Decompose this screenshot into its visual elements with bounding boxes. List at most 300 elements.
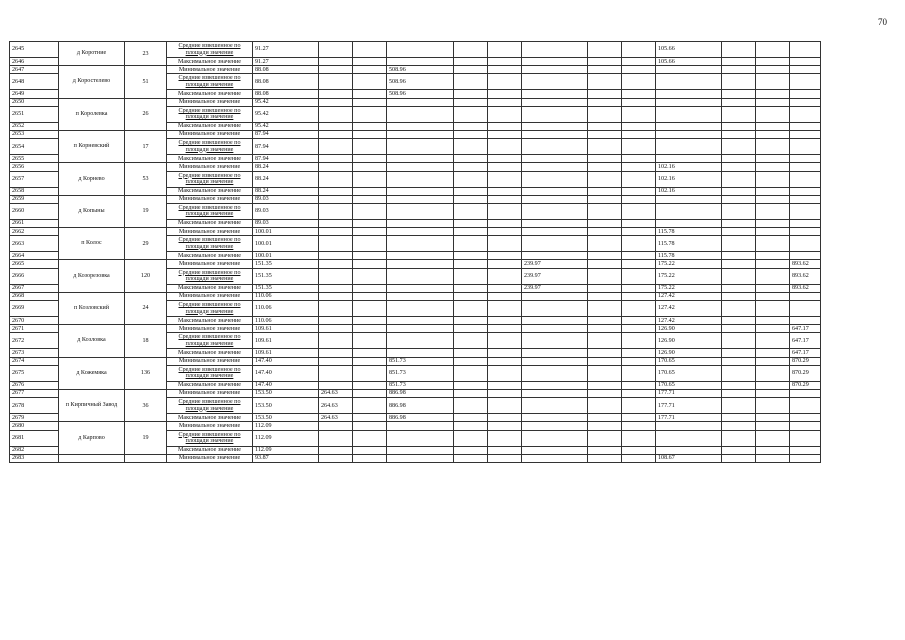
value-cell bbox=[588, 365, 622, 381]
value-cell: 239.97 bbox=[522, 268, 588, 284]
value-cell bbox=[387, 252, 454, 260]
value-type: Средние взвешенное по площади значение bbox=[167, 171, 253, 187]
value-cell bbox=[790, 171, 821, 187]
value-cell: 89.03 bbox=[253, 219, 319, 227]
row-id: 2664 bbox=[10, 252, 59, 260]
row-id: 2668 bbox=[10, 292, 59, 300]
value-cell bbox=[622, 139, 656, 155]
value-cell bbox=[353, 325, 387, 333]
value-cell: 177.71 bbox=[656, 414, 722, 422]
value-cell bbox=[588, 236, 622, 252]
value-cell bbox=[756, 422, 790, 430]
population: 53 bbox=[125, 163, 167, 195]
value-cell bbox=[790, 422, 821, 430]
row-id: 2649 bbox=[10, 90, 59, 98]
value-cell bbox=[622, 454, 656, 462]
value-cell: 91.27 bbox=[253, 42, 319, 58]
value-cell bbox=[353, 430, 387, 446]
value-cell bbox=[488, 422, 522, 430]
settlement-name: д Коростелево bbox=[59, 66, 125, 98]
value-cell bbox=[353, 268, 387, 284]
value-cell bbox=[488, 163, 522, 171]
value-cell bbox=[522, 381, 588, 389]
value-cell bbox=[588, 252, 622, 260]
value-cell: 102.16 bbox=[656, 163, 722, 171]
value-cell: 508.96 bbox=[387, 90, 454, 98]
value-cell bbox=[488, 195, 522, 203]
value-cell bbox=[722, 446, 756, 454]
value-cell: 177.71 bbox=[656, 389, 722, 397]
value-cell bbox=[488, 171, 522, 187]
table-row bbox=[10, 454, 821, 462]
value-cell: 89.03 bbox=[253, 195, 319, 203]
value-cell bbox=[454, 268, 488, 284]
value-cell bbox=[454, 422, 488, 430]
value-type: Средние взвешенное по площади значение bbox=[167, 365, 253, 381]
value-cell bbox=[522, 454, 588, 462]
value-cell bbox=[722, 98, 756, 106]
value-cell: 151.35 bbox=[253, 260, 319, 268]
value-cell bbox=[622, 66, 656, 74]
value-cell bbox=[387, 203, 454, 219]
value-cell bbox=[522, 398, 588, 414]
value-cell bbox=[722, 430, 756, 446]
value-cell bbox=[387, 42, 454, 58]
value-cell bbox=[756, 187, 790, 195]
value-cell bbox=[454, 446, 488, 454]
value-cell: 239.97 bbox=[522, 284, 588, 292]
value-cell bbox=[387, 155, 454, 163]
value-cell bbox=[756, 292, 790, 300]
value-cell: 886.98 bbox=[387, 389, 454, 397]
value-cell: 264.63 bbox=[319, 398, 353, 414]
row-id: 2647 bbox=[10, 66, 59, 74]
value-cell bbox=[622, 398, 656, 414]
value-cell: 109.61 bbox=[253, 349, 319, 357]
value-cell: 170.65 bbox=[656, 381, 722, 389]
value-cell bbox=[756, 236, 790, 252]
value-cell bbox=[622, 122, 656, 130]
value-cell bbox=[319, 195, 353, 203]
value-cell bbox=[756, 365, 790, 381]
value-cell bbox=[488, 139, 522, 155]
value-cell bbox=[353, 203, 387, 219]
value-cell bbox=[588, 301, 622, 317]
value-cell bbox=[790, 219, 821, 227]
value-cell bbox=[488, 349, 522, 357]
value-cell bbox=[454, 90, 488, 98]
row-id: 2662 bbox=[10, 228, 59, 236]
value-cell bbox=[522, 228, 588, 236]
value-cell: 95.42 bbox=[253, 122, 319, 130]
value-cell bbox=[790, 203, 821, 219]
value-cell: 170.65 bbox=[656, 357, 722, 365]
table-row bbox=[10, 422, 821, 430]
value-cell: 147.40 bbox=[253, 365, 319, 381]
value-cell bbox=[353, 317, 387, 325]
table-row bbox=[10, 163, 821, 171]
value-cell bbox=[790, 301, 821, 317]
value-cell bbox=[722, 284, 756, 292]
value-cell bbox=[353, 122, 387, 130]
row-id: 2656 bbox=[10, 163, 59, 171]
value-cell bbox=[522, 139, 588, 155]
value-cell bbox=[622, 365, 656, 381]
value-cell: 93.87 bbox=[253, 454, 319, 462]
row-id: 2666 bbox=[10, 268, 59, 284]
value-cell: 87.94 bbox=[253, 130, 319, 138]
row-id: 2671 bbox=[10, 325, 59, 333]
settlement-name: д Козорезовка bbox=[59, 260, 125, 292]
value-cell bbox=[656, 155, 722, 163]
value-cell bbox=[488, 268, 522, 284]
value-cell: 170.65 bbox=[656, 365, 722, 381]
value-cell: 100.01 bbox=[253, 252, 319, 260]
value-cell bbox=[353, 333, 387, 349]
row-id: 2665 bbox=[10, 260, 59, 268]
value-cell bbox=[319, 130, 353, 138]
value-type: Средние взвешенное по площади значение bbox=[167, 301, 253, 317]
value-cell bbox=[488, 98, 522, 106]
value-cell bbox=[790, 389, 821, 397]
value-cell: 264.63 bbox=[319, 414, 353, 422]
value-cell bbox=[722, 203, 756, 219]
value-cell bbox=[522, 130, 588, 138]
value-cell: 870.29 bbox=[790, 381, 821, 389]
value-cell bbox=[656, 98, 722, 106]
value-cell bbox=[488, 219, 522, 227]
value-cell bbox=[522, 155, 588, 163]
value-cell: 88.24 bbox=[253, 171, 319, 187]
value-cell bbox=[454, 414, 488, 422]
value-cell bbox=[387, 317, 454, 325]
value-cell bbox=[756, 414, 790, 422]
value-cell bbox=[319, 171, 353, 187]
value-cell bbox=[353, 219, 387, 227]
value-cell bbox=[722, 414, 756, 422]
value-cell: 851.73 bbox=[387, 365, 454, 381]
value-cell bbox=[522, 66, 588, 74]
row-id: 2659 bbox=[10, 195, 59, 203]
value-cell bbox=[387, 219, 454, 227]
value-cell bbox=[488, 187, 522, 195]
value-type: Минимальное значение bbox=[167, 454, 253, 462]
value-cell bbox=[319, 381, 353, 389]
value-cell: 177.71 bbox=[656, 398, 722, 414]
value-cell bbox=[522, 58, 588, 66]
value-cell bbox=[756, 130, 790, 138]
value-type: Минимальное значение bbox=[167, 98, 253, 106]
value-cell bbox=[454, 317, 488, 325]
value-cell bbox=[522, 187, 588, 195]
value-cell bbox=[488, 90, 522, 98]
value-cell bbox=[756, 106, 790, 122]
value-cell bbox=[790, 130, 821, 138]
value-cell: 893.62 bbox=[790, 268, 821, 284]
value-cell bbox=[656, 195, 722, 203]
value-cell: 110.06 bbox=[253, 301, 319, 317]
value-cell bbox=[319, 252, 353, 260]
value-cell bbox=[722, 252, 756, 260]
value-cell bbox=[656, 130, 722, 138]
row-id: 2658 bbox=[10, 187, 59, 195]
population: 120 bbox=[125, 260, 167, 292]
value-cell bbox=[488, 284, 522, 292]
value-cell bbox=[656, 122, 722, 130]
value-cell: 108.67 bbox=[656, 454, 722, 462]
value-cell: 126.90 bbox=[656, 325, 722, 333]
value-cell bbox=[622, 446, 656, 454]
value-type: Средние взвешенное по площади значение bbox=[167, 398, 253, 414]
value-cell bbox=[488, 446, 522, 454]
value-type: Минимальное значение bbox=[167, 228, 253, 236]
row-id: 2667 bbox=[10, 284, 59, 292]
value-cell bbox=[353, 284, 387, 292]
value-cell bbox=[522, 195, 588, 203]
value-type: Максимальное значение bbox=[167, 252, 253, 260]
value-cell: 886.98 bbox=[387, 398, 454, 414]
value-cell bbox=[756, 98, 790, 106]
value-type: Средние взвешенное по площади значение bbox=[167, 42, 253, 58]
value-cell: 105.66 bbox=[656, 42, 722, 58]
value-cell bbox=[454, 454, 488, 462]
value-cell bbox=[522, 219, 588, 227]
value-cell bbox=[454, 260, 488, 268]
value-cell bbox=[756, 228, 790, 236]
value-cell bbox=[722, 155, 756, 163]
value-cell bbox=[622, 236, 656, 252]
value-cell bbox=[588, 357, 622, 365]
value-cell bbox=[522, 357, 588, 365]
value-cell bbox=[722, 74, 756, 90]
value-cell bbox=[722, 130, 756, 138]
value-cell bbox=[488, 292, 522, 300]
value-cell bbox=[488, 260, 522, 268]
value-cell bbox=[319, 430, 353, 446]
value-cell: 508.96 bbox=[387, 66, 454, 74]
value-cell bbox=[454, 389, 488, 397]
value-cell bbox=[588, 139, 622, 155]
value-cell bbox=[454, 284, 488, 292]
value-cell bbox=[454, 357, 488, 365]
value-cell bbox=[722, 163, 756, 171]
value-cell: 112.09 bbox=[253, 430, 319, 446]
value-cell: 91.27 bbox=[253, 58, 319, 66]
value-cell bbox=[353, 98, 387, 106]
value-cell bbox=[454, 171, 488, 187]
value-cell bbox=[319, 236, 353, 252]
value-cell bbox=[488, 398, 522, 414]
value-cell bbox=[319, 284, 353, 292]
value-cell bbox=[488, 454, 522, 462]
value-cell bbox=[488, 106, 522, 122]
value-cell: 647.17 bbox=[790, 325, 821, 333]
row-id: 2657 bbox=[10, 171, 59, 187]
table-row bbox=[10, 130, 821, 138]
value-cell bbox=[756, 349, 790, 357]
value-cell bbox=[454, 98, 488, 106]
value-cell bbox=[387, 422, 454, 430]
value-cell: 886.98 bbox=[387, 414, 454, 422]
value-cell bbox=[756, 42, 790, 58]
value-cell: 127.42 bbox=[656, 317, 722, 325]
population: 51 bbox=[125, 66, 167, 98]
value-cell bbox=[756, 325, 790, 333]
value-cell bbox=[522, 349, 588, 357]
value-cell bbox=[454, 195, 488, 203]
value-cell: 647.17 bbox=[790, 333, 821, 349]
price-table bbox=[9, 41, 821, 463]
value-cell: 88.08 bbox=[253, 90, 319, 98]
value-cell bbox=[588, 268, 622, 284]
value-cell: 88.24 bbox=[253, 163, 319, 171]
population: 19 bbox=[125, 422, 167, 454]
value-cell bbox=[656, 139, 722, 155]
value-cell bbox=[319, 333, 353, 349]
value-cell bbox=[387, 236, 454, 252]
value-cell bbox=[522, 365, 588, 381]
value-cell bbox=[488, 66, 522, 74]
value-cell bbox=[454, 139, 488, 155]
value-cell bbox=[622, 414, 656, 422]
value-cell bbox=[756, 446, 790, 454]
settlement-name: п Корневский bbox=[59, 130, 125, 162]
value-cell bbox=[454, 219, 488, 227]
value-cell bbox=[722, 42, 756, 58]
value-cell bbox=[319, 422, 353, 430]
value-cell bbox=[588, 106, 622, 122]
value-cell bbox=[756, 301, 790, 317]
row-id: 2669 bbox=[10, 301, 59, 317]
value-cell bbox=[454, 187, 488, 195]
value-cell bbox=[656, 446, 722, 454]
row-id: 2672 bbox=[10, 333, 59, 349]
settlement-name: п Козловский bbox=[59, 292, 125, 324]
value-cell bbox=[588, 317, 622, 325]
value-cell bbox=[756, 139, 790, 155]
row-id: 2678 bbox=[10, 398, 59, 414]
value-cell: 175.22 bbox=[656, 260, 722, 268]
value-cell bbox=[319, 122, 353, 130]
table-row bbox=[10, 389, 821, 397]
value-type: Минимальное значение bbox=[167, 163, 253, 171]
value-cell bbox=[319, 292, 353, 300]
table-row bbox=[10, 42, 821, 58]
value-cell bbox=[756, 317, 790, 325]
value-cell bbox=[319, 365, 353, 381]
value-cell bbox=[588, 58, 622, 66]
value-type: Максимальное значение bbox=[167, 155, 253, 163]
row-id: 2675 bbox=[10, 365, 59, 381]
value-cell bbox=[488, 236, 522, 252]
population: 23 bbox=[125, 42, 167, 66]
value-type: Максимальное значение bbox=[167, 284, 253, 292]
value-cell bbox=[756, 260, 790, 268]
settlement-name: д Копыны bbox=[59, 195, 125, 227]
value-cell bbox=[488, 122, 522, 130]
population: 24 bbox=[125, 292, 167, 324]
value-cell bbox=[319, 90, 353, 98]
value-cell bbox=[319, 446, 353, 454]
value-cell bbox=[722, 349, 756, 357]
value-cell bbox=[656, 203, 722, 219]
value-cell: 127.42 bbox=[656, 301, 722, 317]
table-row bbox=[10, 228, 821, 236]
value-cell bbox=[522, 422, 588, 430]
value-cell bbox=[353, 58, 387, 66]
value-cell bbox=[488, 325, 522, 333]
value-cell bbox=[353, 195, 387, 203]
value-cell: 110.06 bbox=[253, 292, 319, 300]
value-cell bbox=[522, 325, 588, 333]
value-cell bbox=[790, 236, 821, 252]
value-cell bbox=[588, 195, 622, 203]
settlement-name: д Корнево bbox=[59, 163, 125, 195]
value-type: Средние взвешенное по площади значение bbox=[167, 236, 253, 252]
value-cell bbox=[588, 187, 622, 195]
row-id: 2682 bbox=[10, 446, 59, 454]
value-cell bbox=[790, 187, 821, 195]
value-cell bbox=[622, 422, 656, 430]
value-cell bbox=[488, 317, 522, 325]
value-cell bbox=[522, 90, 588, 98]
value-cell bbox=[790, 122, 821, 130]
value-cell bbox=[756, 203, 790, 219]
population: 29 bbox=[125, 228, 167, 260]
value-cell bbox=[588, 381, 622, 389]
settlement-name: п Кирпичный Завод bbox=[59, 389, 125, 421]
value-cell bbox=[722, 66, 756, 74]
value-cell: 147.40 bbox=[253, 357, 319, 365]
table-row bbox=[10, 357, 821, 365]
value-cell bbox=[387, 106, 454, 122]
value-type: Максимальное значение bbox=[167, 414, 253, 422]
value-cell bbox=[488, 58, 522, 66]
value-cell bbox=[622, 357, 656, 365]
value-cell: 175.22 bbox=[656, 284, 722, 292]
value-cell bbox=[353, 130, 387, 138]
value-cell bbox=[790, 66, 821, 74]
value-cell bbox=[353, 187, 387, 195]
value-cell bbox=[353, 236, 387, 252]
value-cell bbox=[622, 171, 656, 187]
row-id: 2650 bbox=[10, 98, 59, 106]
value-cell bbox=[488, 389, 522, 397]
row-id: 2681 bbox=[10, 430, 59, 446]
value-cell bbox=[454, 365, 488, 381]
value-cell bbox=[387, 333, 454, 349]
value-type: Максимальное значение bbox=[167, 219, 253, 227]
row-id: 2648 bbox=[10, 74, 59, 90]
value-cell bbox=[790, 454, 821, 462]
value-cell bbox=[756, 155, 790, 163]
value-cell bbox=[454, 122, 488, 130]
value-cell bbox=[454, 163, 488, 171]
value-cell bbox=[319, 155, 353, 163]
value-cell bbox=[522, 301, 588, 317]
value-cell bbox=[588, 389, 622, 397]
value-cell bbox=[722, 398, 756, 414]
value-cell: 851.73 bbox=[387, 381, 454, 389]
value-cell bbox=[353, 42, 387, 58]
value-cell bbox=[319, 42, 353, 58]
value-cell bbox=[722, 422, 756, 430]
value-cell bbox=[622, 260, 656, 268]
value-cell bbox=[588, 98, 622, 106]
value-cell bbox=[522, 42, 588, 58]
value-cell bbox=[790, 398, 821, 414]
value-cell bbox=[756, 389, 790, 397]
